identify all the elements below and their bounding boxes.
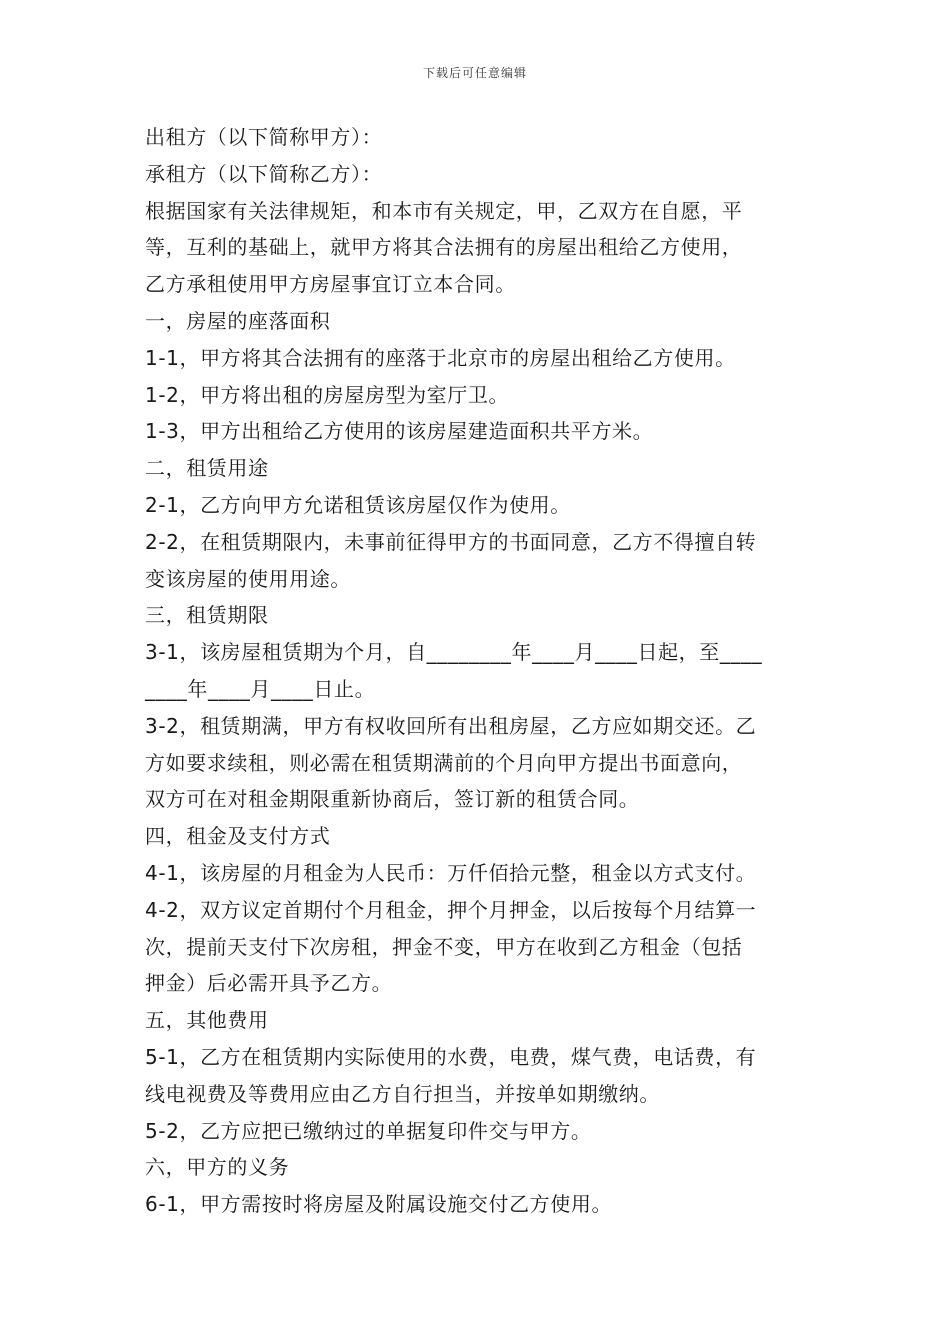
clause-line: 4-1，该房屋的月租金为人民币：万仟佰拾元整，租金以方式支付。: [145, 860, 757, 885]
clause-line: 4-2，双方议定首期付个月租金，押个月押金，以后按每个月结算一: [145, 897, 757, 922]
clause-line: 双方可在对租金期限重新协商后，签订新的租赁合同。: [145, 787, 640, 812]
section-heading: 一，房屋的座落面积: [145, 308, 331, 333]
party-a-line: 出租方（以下简称甲方）：: [145, 125, 383, 149]
page-header: 下载后可任意编辑: [422, 66, 527, 80]
section-heading: 三，租赁期限: [145, 603, 269, 628]
clause-line: 3-2，租赁期满，甲方有权收回所有出租房屋，乙方应如期交还。乙: [145, 713, 757, 738]
clause-line: 1-3，甲方出租给乙方使用的该房屋建造面积共平方米。: [145, 419, 654, 444]
clause-line: 线电视费及等费用应由乙方自行担当，并按单如期缴纳。: [145, 1081, 660, 1106]
paragraph-line: 乙方承租使用甲方房屋事宜订立本合同。: [145, 272, 516, 297]
clause-line: 方如要求续租，则必需在租赁期满前的个月向甲方提出书面意向，: [145, 750, 743, 775]
section-heading: 二，租赁用途: [145, 456, 269, 481]
clause-line: 1-1，甲方将其合法拥有的座落于北京市的房屋出租给乙方使用。: [145, 345, 736, 370]
clause-line: 3-1，该房屋租赁期为个月，自________年____月____日起，至____: [145, 640, 763, 665]
contract-body: [145, 119, 825, 1223]
clause-line: 变该房屋的使用用途。: [145, 566, 351, 591]
section-heading: 六，甲方的义务: [145, 1155, 290, 1180]
clause-line: 押金）后必需开具予乙方。: [145, 971, 393, 996]
paragraph-line: 根据国家有关法律规矩，和本市有关规定，甲，乙双方在自愿，平: [145, 198, 743, 223]
clause-line: 2-1，乙方向甲方允诺租赁该房屋仅作为使用。: [145, 492, 571, 517]
section-heading: 五，其他费用: [145, 1008, 269, 1033]
clause-line: 2-2，在租赁期限内，未事前征得甲方的书面同意，乙方不得擅自转: [145, 529, 757, 554]
clause-line: 5-2，乙方应把已缴纳过的单据复印件交与甲方。: [145, 1118, 592, 1143]
section-heading: 四，租金及支付方式: [145, 824, 331, 849]
clause-line: 6-1，甲方需按时将房屋及附属设施交付乙方使用。: [145, 1192, 613, 1217]
party-b-line: 承租方（以下简称乙方）：: [145, 161, 383, 186]
paragraph-line: 等，互利的基础上，就甲方将其合法拥有的房屋出租给乙方使用，: [145, 235, 743, 260]
clause-line: 5-1，乙方在租赁期内实际使用的水费，电费，煤气费，电话费，有: [145, 1044, 757, 1069]
clause-line: 次，提前天支付下次房租，押金不变，甲方在收到乙方租金（包括: [145, 934, 743, 959]
clause-line: 1-2，甲方将出租的房屋房型为室厅卫。: [145, 382, 510, 407]
clause-line: ____年____月____日止。: [145, 676, 376, 701]
